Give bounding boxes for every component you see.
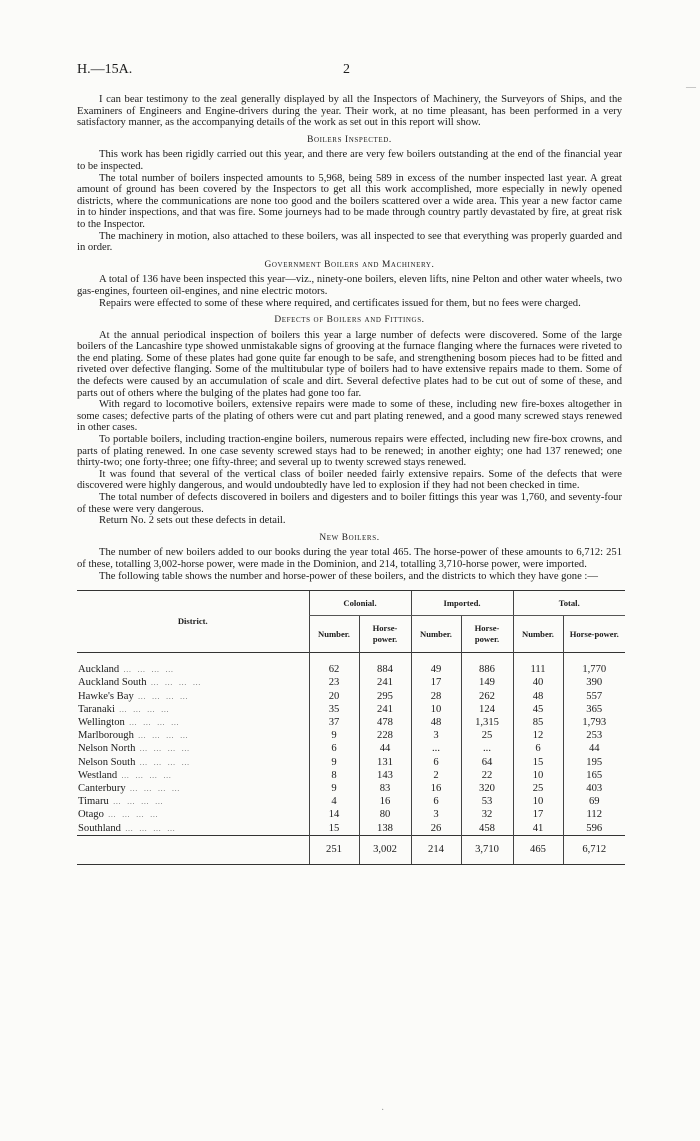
total-hp-cell: 596 — [563, 822, 625, 836]
total-hp-cell: 195 — [563, 756, 625, 769]
total-total-number: 465 — [513, 835, 563, 864]
total-number-cell: 10 — [513, 795, 563, 808]
paragraph: A total of 136 have been inspected this year—viz., ninety-one boilers, eleven lifts, nine Pelton and other water wheels, two gas-engines, fourteen oil-engines, and nine electric motors. — [77, 274, 622, 297]
imported-number-cell: 28 — [411, 690, 461, 703]
total-colonial-number: 251 — [309, 835, 359, 864]
total-number-cell: 40 — [513, 676, 563, 689]
colonial-number-cell: 62 — [309, 663, 359, 676]
colonial-hp-cell: 80 — [359, 808, 411, 821]
paragraph: At the annual periodical inspection of boilers this year a large number of defects were discovered. Some of the large boilers of the Lancashire type showed unmistakable signs of grooving at the furnace flanging where the furnaces were riveted to the end plating. Some of these plates had gone quite far enough to be safe, and strengthening bosom pieces had to be fitted and riveted over defective flanging. Some of the multitubular type of boilers had to have extensive repairs made to them. Some of the defects were caused by an accumulation of scale and dirt. Several defective plates had to be cut out of some of these, and parts out of others where the bulging of the plates had gone too far. — [77, 329, 622, 399]
total-hp-cell: 112 — [563, 808, 625, 821]
total-hp-cell: 44 — [563, 742, 625, 755]
intro-paragraph: I can bear testimony to the zeal generally displayed by all the Inspectors of Machinery, the Surveyors of Ships, and the Examiners of Engineers and Engine-drivers during the year. Their work, at no time pleasant, has been performed in a very satisfactory manner, as the accompanying details of the work as set out in this report will show. — [77, 94, 622, 129]
colonial-hp-cell: 143 — [359, 769, 411, 782]
total-number-cell: 41 — [513, 822, 563, 836]
paragraph: It was found that several of the vertical class of boiler needed fairly extensive repairs. Some of the defects that were discovered were highly dangerous, and would undoubtedly have led to explosion if they had not been checked in time. — [77, 468, 622, 492]
imported-number-cell: 6 — [411, 756, 461, 769]
colonial-number-cell: 35 — [309, 703, 359, 716]
district-name: Auckland South — [78, 677, 147, 689]
colonial-hp-cell: 241 — [359, 703, 411, 716]
margin-dot: · — [381, 1105, 385, 1116]
colonial-number-cell: 4 — [309, 795, 359, 808]
colonial-hp-cell: 131 — [359, 756, 411, 769]
margin-mark: — — [686, 82, 696, 93]
colonial-hp-cell: 884 — [359, 663, 411, 676]
imported-hp-cell: 320 — [461, 782, 513, 795]
imported-number-cell: 3 — [411, 729, 461, 742]
colonial-number-cell: 8 — [309, 769, 359, 782]
colonial-hp-header: Horse-power. — [359, 616, 411, 653]
imported-number-cell: 26 — [411, 822, 461, 836]
colonial-number-cell: 9 — [309, 756, 359, 769]
district-name: Auckland — [78, 664, 120, 676]
dot-leaders: … … … … — [125, 783, 182, 793]
district-cell — [77, 769, 309, 782]
imported-number-cell: 2 — [411, 769, 461, 782]
document-reference: H.—15A. — [77, 62, 133, 77]
dot-leaders: … … … … — [124, 717, 181, 727]
district-name: Otago — [78, 809, 104, 821]
total-number-cell: 15 — [513, 756, 563, 769]
district-name: Wellington — [78, 716, 125, 728]
total-number-cell: 25 — [513, 782, 563, 795]
total-imported-number: 214 — [411, 835, 461, 864]
imported-hp-cell: 25 — [461, 729, 513, 742]
district-cell — [77, 676, 309, 689]
report-body — [77, 94, 622, 582]
paragraph: The number of new boilers added to our books during the year total 465. The horse-power of these amounts to 6,712: 251 of these, totalling 3,002-horse power, were made in the Dominion, and 214, totalling 3,710-horse power, were imported. — [77, 547, 622, 570]
paragraph: To portable boilers, including traction-engine boilers, numerous repairs were effected, including new fire-box crowns, and parts of plating renewed. In one case seventy screwed stays had to be renewed; in another eighty; one had 137 renewed; one thirty-two; one forty-three; one fifty-three; and several up to twenty screwed stays renewed. — [77, 434, 622, 469]
district-cell — [77, 808, 309, 821]
colonial-number-cell: 20 — [309, 690, 359, 703]
total-number-cell: 10 — [513, 769, 563, 782]
dot-leaders: … … … … — [135, 744, 192, 754]
table-row — [77, 729, 625, 742]
district-cell — [77, 795, 309, 808]
district-name: Westland — [78, 769, 118, 781]
table-row — [77, 822, 625, 836]
colonial-number-cell: 37 — [309, 716, 359, 729]
total-number-cell: 17 — [513, 808, 563, 821]
district-cell — [77, 663, 309, 676]
page-number: 2 — [343, 62, 350, 77]
total-hp-cell: 403 — [563, 782, 625, 795]
dot-leaders: … … … … — [119, 665, 176, 675]
imported-hp-cell: ... — [461, 742, 513, 755]
table-row — [77, 795, 625, 808]
total-number-cell: 48 — [513, 690, 563, 703]
table-row — [77, 742, 625, 755]
total-hp-cell: 69 — [563, 795, 625, 808]
colonial-number-cell: 23 — [309, 676, 359, 689]
imported-number-cell: 16 — [411, 782, 461, 795]
imported-hp-cell: 124 — [461, 703, 513, 716]
paragraph: With regard to locomotive boilers, extensive repairs were made to some of these, including new fire-boxes altogether in some cases; defective parts of the plating of others were cut and part plating renewed, and a good many screwed stays renewed in other cases. — [77, 399, 622, 434]
district-cell — [77, 782, 309, 795]
district-name: Hawke's Bay — [78, 690, 134, 702]
colonial-hp-cell: 295 — [359, 690, 411, 703]
district-cell — [77, 742, 309, 755]
colonial-hp-cell: 228 — [359, 729, 411, 742]
district-name: Nelson North — [78, 743, 136, 755]
table-row — [77, 782, 625, 795]
page-header — [77, 62, 622, 84]
table-row — [77, 703, 625, 716]
table-row — [77, 663, 625, 676]
colonial-hp-cell: 16 — [359, 795, 411, 808]
table-row — [77, 676, 625, 689]
section-heading-government-boilers: Government Boilers and Machinery. — [264, 259, 435, 270]
colonial-hp-cell: 478 — [359, 716, 411, 729]
total-colonial-hp: 3,002 — [359, 835, 411, 864]
imported-hp-cell: 262 — [461, 690, 513, 703]
imported-hp-cell: 64 — [461, 756, 513, 769]
paragraph: This work has been rigidly carried out this year, and there are very few boilers outstanding at the end of the financial year to be inspected. — [77, 149, 622, 172]
district-cell — [77, 822, 309, 836]
section-heading-boilers-inspected: Boilers Inspected. — [307, 134, 392, 145]
district-cell — [77, 729, 309, 742]
total-number-cell: 85 — [513, 716, 563, 729]
colonial-number-header: Number. — [309, 616, 359, 653]
total-number-cell: 6 — [513, 742, 563, 755]
paragraph: Return No. 2 sets out these defects in detail. — [99, 515, 286, 527]
imported-hp-cell: 22 — [461, 769, 513, 782]
imported-hp-cell: 1,315 — [461, 716, 513, 729]
total-hp-cell: 1,793 — [563, 716, 625, 729]
total-number-header: Number. — [513, 616, 563, 653]
total-hp-cell: 253 — [563, 729, 625, 742]
imported-hp-cell: 32 — [461, 808, 513, 821]
dot-leaders: … … … … — [146, 678, 203, 688]
colonial-number-cell: 14 — [309, 808, 359, 821]
district-cell — [77, 690, 309, 703]
total-hp-cell: 557 — [563, 690, 625, 703]
imported-number-cell: 17 — [411, 676, 461, 689]
imported-number-cell: 6 — [411, 795, 461, 808]
paragraph: The total number of defects discovered in boilers and digesters and to boiler fittings this year was 1,760, and seventy-four of these were very dangerous. — [77, 492, 622, 515]
imported-hp-cell: 53 — [461, 795, 513, 808]
imported-hp-cell: 149 — [461, 676, 513, 689]
colonial-number-cell: 9 — [309, 782, 359, 795]
district-cell — [77, 716, 309, 729]
section-heading-defects: Defects of Boilers and Fittings. — [274, 315, 425, 326]
imported-number-cell: 10 — [411, 703, 461, 716]
dot-leaders: … … … … — [133, 691, 190, 701]
district-name: Taranaki — [78, 703, 115, 715]
total-number-cell: 45 — [513, 703, 563, 716]
dot-leaders: … … … … — [133, 731, 190, 741]
district-name: Canterbury — [78, 782, 126, 794]
imported-hp-cell: 458 — [461, 822, 513, 836]
new-boilers-table — [77, 590, 625, 865]
table-row — [77, 716, 625, 729]
colonial-hp-cell: 44 — [359, 742, 411, 755]
district-header: District. — [77, 591, 309, 653]
table-body — [77, 653, 625, 836]
district-name: Nelson South — [78, 756, 136, 768]
district-cell — [77, 756, 309, 769]
paragraph: The machinery in motion, also attached to these boilers, was all inspected to see that everything was properly guarded and in order. — [77, 230, 622, 254]
imported-number-cell: 3 — [411, 808, 461, 821]
total-hp-cell: 1,770 — [563, 663, 625, 676]
district-name: Timaru — [78, 796, 109, 808]
total-number-cell: 111 — [513, 663, 563, 676]
colonial-number-cell: 9 — [309, 729, 359, 742]
section-heading-new-boilers: New Boilers. — [319, 532, 380, 543]
total-hp-header: Horse-power. — [563, 616, 625, 653]
total-total-hp: 6,712 — [563, 835, 625, 864]
totals-row — [77, 835, 625, 864]
colonial-hp-cell: 241 — [359, 676, 411, 689]
district-cell — [77, 703, 309, 716]
district-name: Marlborough — [78, 730, 134, 742]
imported-hp-cell: 886 — [461, 663, 513, 676]
table-row — [77, 756, 625, 769]
table-row — [77, 808, 625, 821]
dot-leaders: … … … … — [135, 757, 192, 767]
district-name: Southland — [78, 822, 121, 834]
total-number-cell: 12 — [513, 729, 563, 742]
imported-number-cell: 48 — [411, 716, 461, 729]
colonial-number-cell: 6 — [309, 742, 359, 755]
table-row — [77, 769, 625, 782]
table-row — [77, 690, 625, 703]
total-hp-cell: 165 — [563, 769, 625, 782]
colonial-number-cell: 15 — [309, 822, 359, 836]
imported-number-cell: ... — [411, 742, 461, 755]
imported-hp-header: Horse-power. — [461, 616, 513, 653]
total-hp-cell: 365 — [563, 703, 625, 716]
colonial-hp-cell: 138 — [359, 822, 411, 836]
dot-leaders: … … … … — [108, 797, 165, 807]
total-header: Total. — [513, 591, 625, 616]
colonial-header: Colonial. — [309, 591, 411, 616]
colonial-hp-cell: 83 — [359, 782, 411, 795]
dot-leaders: … … … … — [120, 823, 177, 833]
imported-number-cell: 49 — [411, 663, 461, 676]
dot-leaders: … … … … — [117, 770, 174, 780]
paragraph: Repairs were effected to some of these where required, and certificates issued for them, but no fees were charged. — [99, 297, 581, 309]
imported-number-header: Number. — [411, 616, 461, 653]
dot-leaders: … … … … — [103, 810, 160, 820]
document-page — [77, 62, 622, 865]
imported-header: Imported. — [411, 591, 513, 616]
paragraph: The total number of boilers inspected amounts to 5,968, being 589 in excess of the number inspected last year. A great amount of ground has been covered by the Inspectors to get all this work accomplished, more especially in newly opened districts, where the communications are none too good and the boilers scattered over a wide area. This year a new factor came in to hinder inspections, and that was fire. Some journeys had to be made through country partly devastated by fire, at great risk to the Inspector. — [77, 172, 622, 230]
paragraph: The following table shows the number and horse-power of these boilers, and the districts to which they have gone :— — [99, 570, 598, 582]
dot-leaders: … … … … — [114, 704, 171, 714]
total-imported-hp: 3,710 — [461, 835, 513, 864]
total-hp-cell: 390 — [563, 676, 625, 689]
